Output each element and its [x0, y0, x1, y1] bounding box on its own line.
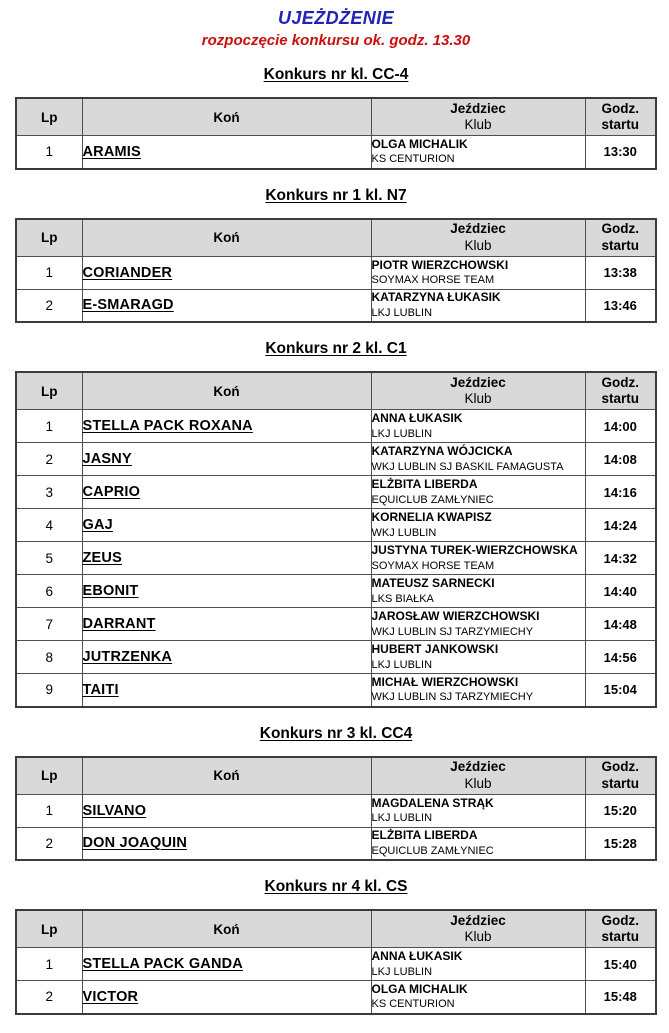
entry-number: 2: [16, 443, 82, 476]
header-club-label: Klub: [464, 391, 492, 406]
start-time: 15:28: [585, 827, 656, 860]
entry-number: 7: [16, 608, 82, 641]
horse-name: GAJ: [82, 517, 113, 533]
horse-name: DARRANT: [82, 616, 156, 632]
header-godz-label: Godz.: [601, 912, 639, 928]
entry-number: 1: [16, 948, 82, 981]
start-time: 14:48: [585, 608, 656, 641]
start-time: 14:40: [585, 575, 656, 608]
header-time: [585, 372, 656, 410]
rider-name: KATARZYNA ŁUKASIK: [371, 290, 501, 305]
start-list-table: [15, 756, 657, 862]
rider-club-cell: [371, 674, 585, 707]
header-godz-label: Godz.: [601, 759, 639, 775]
header-time: [585, 757, 656, 795]
horse-name: STELLA PACK GANDA: [82, 956, 243, 972]
club-name: KS CENTURION: [371, 153, 455, 166]
rider-club-cell: [371, 410, 585, 443]
header-club-label: Klub: [464, 237, 492, 253]
header-rider-club: [371, 757, 585, 795]
club-name: EQUICLUB ZAMŁYNIEC: [371, 493, 494, 506]
horse-cell: [82, 674, 371, 707]
table-row: [16, 542, 656, 575]
rider-name: OLGA MICHALIK: [371, 136, 468, 151]
rider-club-cell: [371, 443, 585, 476]
header-horse: Koń: [82, 757, 371, 795]
horse-name: ZEUS: [82, 550, 122, 566]
rider-club-cell: [371, 981, 585, 1014]
header-startu-label: startu: [601, 237, 639, 253]
entry-number: 4: [16, 509, 82, 542]
rider-club-cell: [371, 136, 585, 169]
club-name: LKJ LUBLIN: [371, 965, 433, 978]
start-time: 15:20: [585, 794, 656, 827]
competition-section: [15, 725, 657, 862]
rider-club-cell: [371, 542, 585, 575]
table-row: [16, 289, 656, 322]
rider-club-cell: [371, 256, 585, 289]
table-row: [16, 948, 656, 981]
club-name: LKJ LUBLIN: [371, 427, 433, 440]
club-name: KS CENTURION: [371, 998, 455, 1011]
competition-heading: Konkurs nr kl. CC-4: [263, 66, 409, 83]
start-list-table: [15, 218, 657, 324]
header-lp: Lp: [16, 219, 82, 257]
rider-name: PIOTR WIERZCHOWSKI: [371, 257, 509, 272]
rider-club-cell: [371, 608, 585, 641]
horse-cell: [82, 981, 371, 1014]
start-time: 15:48: [585, 981, 656, 1014]
header-club-label: Klub: [464, 117, 492, 132]
rider-name: ANNA ŁUKASIK: [371, 411, 463, 426]
document-title: UJEŻDŻENIE: [277, 8, 395, 28]
club-name: SOYMAX HORSE TEAM: [371, 559, 495, 572]
competition-section: [15, 187, 657, 324]
rider-name: MICHAŁ WIERZCHOWSKI: [371, 674, 519, 689]
competition-heading: Konkurs nr 2 kl. C1: [265, 340, 407, 357]
header-rider-club: [371, 219, 585, 257]
horse-cell: [82, 443, 371, 476]
start-time: 13:30: [585, 136, 656, 169]
competition-section: [15, 878, 657, 1015]
header-club-label: Klub: [464, 929, 492, 944]
header-startu-label: startu: [601, 117, 639, 132]
entry-number: 9: [16, 674, 82, 707]
table-row: [16, 794, 656, 827]
horse-cell: [82, 794, 371, 827]
horse-cell: [82, 410, 371, 443]
entry-number: 2: [16, 827, 82, 860]
header-time: [585, 219, 656, 257]
table-row: [16, 674, 656, 707]
table-row: [16, 641, 656, 674]
table-header-row: [16, 757, 656, 795]
header-rider-club: [371, 372, 585, 410]
header-horse: Koń: [82, 372, 371, 410]
header-startu-label: startu: [601, 391, 639, 406]
table-row: [16, 827, 656, 860]
horse-cell: [82, 575, 371, 608]
horse-cell: [82, 542, 371, 575]
header-rider-club: [371, 910, 585, 948]
table-row: [16, 476, 656, 509]
club-name: LKJ LUBLIN: [371, 306, 433, 319]
horse-name: SILVANO: [82, 802, 147, 819]
club-name: SOYMAX HORSE TEAM: [371, 274, 495, 287]
rider-name: JUSTYNA TUREK-WIERZCHOWSKA: [371, 543, 578, 558]
competition-heading: Konkurs nr 4 kl. CS: [264, 878, 408, 895]
rider-club-cell: [371, 827, 585, 860]
entry-number: 3: [16, 476, 82, 509]
rider-club-cell: [371, 641, 585, 674]
header-rider-label: Jeździec: [450, 221, 506, 237]
rider-club-cell: [371, 948, 585, 981]
header-godz-label: Godz.: [601, 100, 639, 116]
table-row: [16, 443, 656, 476]
start-time: 13:38: [585, 256, 656, 289]
horse-cell: [82, 827, 371, 860]
header-horse: Koń: [82, 910, 371, 948]
start-list-table: [15, 909, 657, 1015]
start-time: 15:04: [585, 674, 656, 707]
club-name: WKJ LUBLIN: [371, 526, 437, 539]
table-row: [16, 256, 656, 289]
header-lp: Lp: [16, 372, 82, 410]
competition-section: [15, 66, 657, 170]
rider-name: ELŻBITA LIBERDA: [371, 828, 478, 843]
horse-name: CAPRIO: [82, 484, 141, 500]
start-list-table: [15, 97, 657, 170]
header-rider-label: Jeździec: [450, 374, 506, 390]
horse-cell: [82, 256, 371, 289]
entry-number: 5: [16, 542, 82, 575]
start-time: 14:16: [585, 476, 656, 509]
start-list-table: [15, 371, 657, 708]
table-row: [16, 981, 656, 1014]
entry-number: 2: [16, 289, 82, 322]
entry-number: 1: [16, 256, 82, 289]
entry-number: 1: [16, 136, 82, 169]
horse-cell: [82, 608, 371, 641]
rider-club-cell: [371, 575, 585, 608]
competition-heading: Konkurs nr 1 kl. N7: [265, 186, 407, 204]
start-time: 14:24: [585, 509, 656, 542]
header-rider-label: Jeździec: [450, 759, 506, 775]
horse-name: JUTRZENKA: [82, 649, 173, 665]
header-godz-label: Godz.: [601, 221, 639, 237]
horse-name: VICTOR: [82, 988, 139, 1005]
rider-name: ELŻBITA LIBERDA: [371, 477, 478, 492]
start-time: 13:46: [585, 289, 656, 322]
horse-cell: [82, 509, 371, 542]
start-time: 14:00: [585, 410, 656, 443]
header-horse: Koń: [82, 219, 371, 257]
table-header-row: [16, 372, 656, 410]
rider-club-cell: [371, 509, 585, 542]
horse-name: JASNY: [82, 451, 132, 467]
start-time: 15:40: [585, 948, 656, 981]
table-row: [16, 575, 656, 608]
table-header-row: [16, 98, 656, 136]
entry-number: 2: [16, 981, 82, 1014]
rider-club-cell: [371, 476, 585, 509]
competition-heading: Konkurs nr 3 kl. CC4: [259, 724, 413, 742]
club-name: LKS BIAŁKA: [371, 592, 434, 605]
club-name: EQUICLUB ZAMŁYNIEC: [371, 844, 494, 857]
header-rider-club: [371, 98, 585, 136]
club-name: LKJ LUBLIN: [371, 658, 433, 671]
rider-name: ANNA ŁUKASIK: [371, 949, 463, 964]
horse-name: CORIANDER: [82, 264, 173, 281]
header-lp: Lp: [16, 910, 82, 948]
horse-cell: [82, 641, 371, 674]
horse-name: DON JOAQUIN: [82, 835, 188, 852]
header-startu-label: startu: [601, 775, 639, 791]
header-horse: Koń: [82, 98, 371, 136]
rider-name: MATEUSZ SARNECKI: [371, 576, 495, 591]
rider-name: HUBERT JANKOWSKI: [371, 642, 499, 657]
table-row: [16, 509, 656, 542]
entry-number: 1: [16, 410, 82, 443]
rider-name: JAROSŁAW WIERZCHOWSKI: [371, 609, 540, 624]
header-club-label: Klub: [464, 775, 492, 791]
header-lp: Lp: [16, 98, 82, 136]
rider-name: OLGA MICHALIK: [371, 981, 468, 996]
header-time: [585, 98, 656, 136]
horse-name: STELLA PACK ROXANA: [82, 418, 253, 434]
club-name: WKJ LUBLIN SJ TARZYMIECHY: [371, 691, 534, 704]
table-header-row: [16, 910, 656, 948]
start-time: 14:56: [585, 641, 656, 674]
horse-cell: [82, 289, 371, 322]
entry-number: 8: [16, 641, 82, 674]
horse-cell: [82, 476, 371, 509]
header-godz-label: Godz.: [601, 374, 639, 390]
start-time: 14:08: [585, 443, 656, 476]
header-startu-label: startu: [601, 929, 639, 944]
table-header-row: [16, 219, 656, 257]
rider-club-cell: [371, 794, 585, 827]
table-row: [16, 410, 656, 443]
entry-number: 6: [16, 575, 82, 608]
rider-name: MAGDALENA STRĄK: [371, 795, 494, 810]
rider-name: KORNELIA KWAPISZ: [371, 510, 492, 525]
entry-number: 1: [16, 794, 82, 827]
club-name: WKJ LUBLIN SJ BASKIL FAMAGUSTA: [371, 460, 564, 473]
rider-name: KATARZYNA WÓJCICKA: [371, 444, 513, 459]
header-lp: Lp: [16, 757, 82, 795]
competition-section: [15, 340, 657, 708]
club-name: WKJ LUBLIN SJ TARZYMIECHY: [371, 625, 534, 638]
table-row: [16, 136, 656, 169]
horse-name: ARAMIS: [82, 143, 141, 160]
header-rider-label: Jeździec: [450, 912, 506, 928]
header-rider-label: Jeździec: [450, 100, 506, 116]
header-time: [585, 910, 656, 948]
start-time: 14:32: [585, 542, 656, 575]
document-subtitle: rozpoczęcie konkursu ok. godz. 13.30: [201, 32, 471, 49]
table-row: [16, 608, 656, 641]
horse-cell: [82, 948, 371, 981]
horse-name: EBONIT: [82, 583, 139, 599]
horse-name: E-SMARAGD: [82, 297, 174, 314]
horse-name: TAITI: [82, 681, 119, 698]
rider-club-cell: [371, 289, 585, 322]
horse-cell: [82, 136, 371, 169]
club-name: LKJ LUBLIN: [371, 812, 433, 825]
